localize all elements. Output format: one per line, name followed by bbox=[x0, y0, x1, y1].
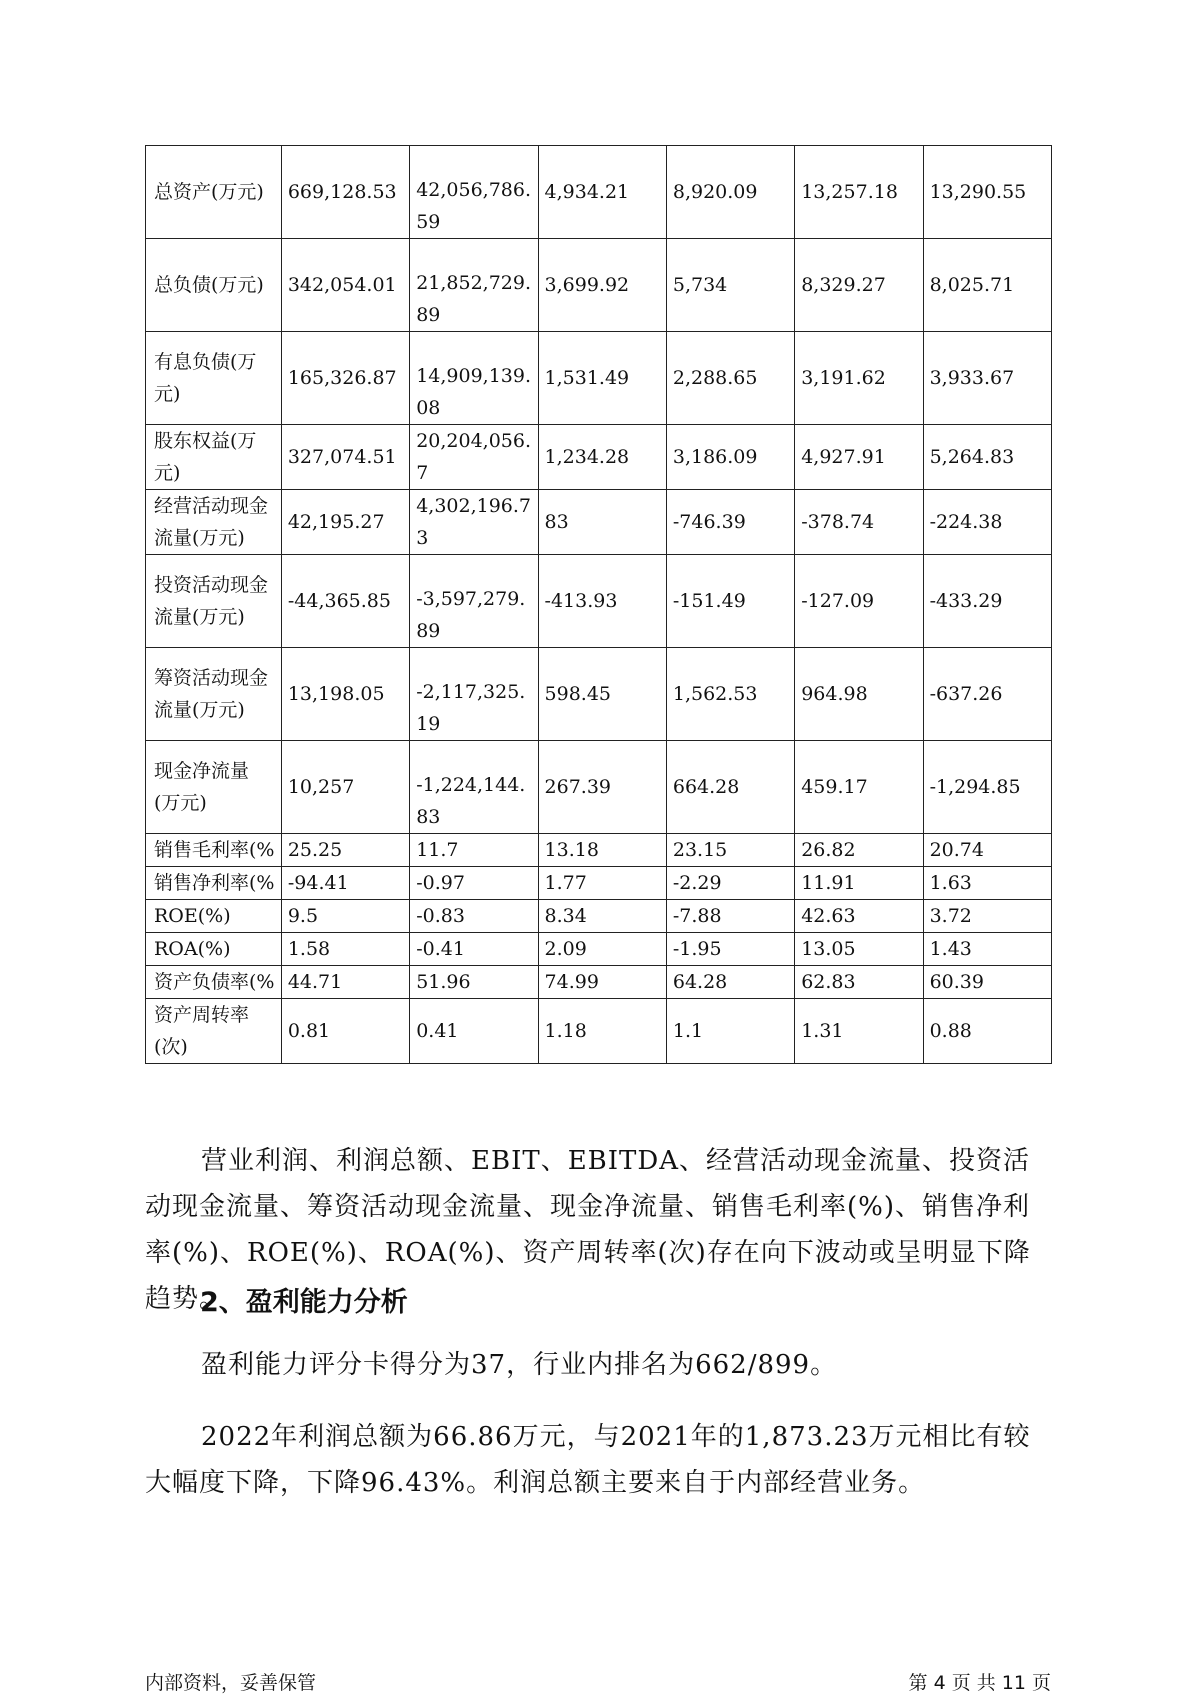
table-cell: 4,927.91 bbox=[795, 425, 923, 490]
table-row bbox=[146, 490, 1052, 555]
table-cell: 165,326.87 bbox=[281, 332, 409, 425]
table-cell: -94.41 bbox=[281, 867, 409, 900]
row-label: 总资产(万元) bbox=[146, 146, 282, 239]
table-cell: 598.45 bbox=[538, 648, 666, 741]
table-row bbox=[146, 741, 1052, 834]
table-cell: 64.28 bbox=[666, 966, 794, 999]
table-cell: 26.82 bbox=[795, 834, 923, 867]
row-label: 资产周转率(次) bbox=[146, 999, 282, 1064]
table-row bbox=[146, 555, 1052, 648]
table-cell: 1.58 bbox=[281, 933, 409, 966]
table-cell: 9.5 bbox=[281, 900, 409, 933]
table-cell: 8,920.09 bbox=[666, 146, 794, 239]
table-cell: 20,204,056.7 bbox=[410, 425, 538, 490]
table-row bbox=[146, 332, 1052, 425]
score-paragraph: 盈利能力评分卡得分为37，行业内排名为662/899。 bbox=[201, 1350, 838, 1380]
table-cell: 0.41 bbox=[410, 999, 538, 1064]
table-cell: 664.28 bbox=[666, 741, 794, 834]
table-cell: 8.34 bbox=[538, 900, 666, 933]
table-cell: 3.72 bbox=[923, 900, 1051, 933]
table-cell: 0.88 bbox=[923, 999, 1051, 1064]
table-cell: 3,933.67 bbox=[923, 332, 1051, 425]
table-cell: 1,234.28 bbox=[538, 425, 666, 490]
table-cell: 267.39 bbox=[538, 741, 666, 834]
table-cell: -378.74 bbox=[795, 490, 923, 555]
table-cell: -0.97 bbox=[410, 867, 538, 900]
row-label: 投资活动现金流量(万元) bbox=[146, 555, 282, 648]
table-cell: 1.63 bbox=[923, 867, 1051, 900]
table-cell: -127.09 bbox=[795, 555, 923, 648]
table-cell: -637.26 bbox=[923, 648, 1051, 741]
table-cell: 25.25 bbox=[281, 834, 409, 867]
table-row bbox=[146, 834, 1052, 867]
table-cell: 13.18 bbox=[538, 834, 666, 867]
table-cell: 964.98 bbox=[795, 648, 923, 741]
table-cell: -0.41 bbox=[410, 933, 538, 966]
table-cell: 74.99 bbox=[538, 966, 666, 999]
table-cell: 11.7 bbox=[410, 834, 538, 867]
table-row bbox=[146, 999, 1052, 1064]
row-label: 有息负债(万元) bbox=[146, 332, 282, 425]
table-cell: 2,288.65 bbox=[666, 332, 794, 425]
table-cell: 327,074.51 bbox=[281, 425, 409, 490]
table-cell: -1.95 bbox=[666, 933, 794, 966]
section-heading: 2、盈利能力分析 bbox=[200, 1287, 408, 1318]
table-cell: 21,852,729.89 bbox=[410, 239, 538, 332]
footer-confidential-note: 内部资料，妥善保管 bbox=[145, 1672, 317, 1694]
table-row bbox=[146, 867, 1052, 900]
table-cell: -0.83 bbox=[410, 900, 538, 933]
table-cell: 5,734 bbox=[666, 239, 794, 332]
table-cell: 5,264.83 bbox=[923, 425, 1051, 490]
table-cell: 42.63 bbox=[795, 900, 923, 933]
table-cell: 1.77 bbox=[538, 867, 666, 900]
row-label: 现金净流量(万元) bbox=[146, 741, 282, 834]
table-row bbox=[146, 900, 1052, 933]
row-label: 经营活动现金流量(万元) bbox=[146, 490, 282, 555]
table-cell: 13.05 bbox=[795, 933, 923, 966]
row-label: 销售净利率(% bbox=[146, 867, 282, 900]
table-cell: 60.39 bbox=[923, 966, 1051, 999]
table-cell: 13,257.18 bbox=[795, 146, 923, 239]
table-cell: 42,056,786.59 bbox=[410, 146, 538, 239]
table-row bbox=[146, 648, 1052, 741]
table-cell: 2.09 bbox=[538, 933, 666, 966]
table-cell: -433.29 bbox=[923, 555, 1051, 648]
table-cell: 83 bbox=[538, 490, 666, 555]
profit-paragraph: 2022年利润总额为66.86万元，与2021年的1,873.23万元相比有较大幅度下降，下降96.43%。利润总额主要来自于内部经营业务。 bbox=[145, 1422, 1031, 1498]
table-cell: -2.29 bbox=[666, 867, 794, 900]
row-label: 筹资活动现金流量(万元) bbox=[146, 648, 282, 741]
table-cell: 20.74 bbox=[923, 834, 1051, 867]
table-cell: 1,531.49 bbox=[538, 332, 666, 425]
table-cell: 1.18 bbox=[538, 999, 666, 1064]
financial-indicators-table bbox=[145, 145, 1052, 1064]
table-cell: -746.39 bbox=[666, 490, 794, 555]
table-cell: 11.91 bbox=[795, 867, 923, 900]
table-cell: -1,294.85 bbox=[923, 741, 1051, 834]
trend-summary-paragraph: 营业利润、利润总额、EBIT、EBITDA、经营活动现金流量、投资活动现金流量、筹资活动现金流量、现金净流量、销售毛利率(%)、销售净利率(%)、ROE(%)、ROA(%)、资产周转率(次)存在向下波动或呈明显下降趋势。 bbox=[145, 1146, 1031, 1314]
table-cell: 13,198.05 bbox=[281, 648, 409, 741]
table-row bbox=[146, 966, 1052, 999]
table-row bbox=[146, 146, 1052, 239]
table-cell: 23.15 bbox=[666, 834, 794, 867]
row-label: ROE(%) bbox=[146, 900, 282, 933]
table-cell: 44.71 bbox=[281, 966, 409, 999]
table-cell: -44,365.85 bbox=[281, 555, 409, 648]
row-label: ROA(%) bbox=[146, 933, 282, 966]
table-cell: -413.93 bbox=[538, 555, 666, 648]
table-cell: 1.1 bbox=[666, 999, 794, 1064]
table-row bbox=[146, 425, 1052, 490]
table-cell: -3,597,279.89 bbox=[410, 555, 538, 648]
table-cell: 3,699.92 bbox=[538, 239, 666, 332]
table-cell: -151.49 bbox=[666, 555, 794, 648]
table-cell: -2,117,325.19 bbox=[410, 648, 538, 741]
footer-page-number: 第 4 页 共 11 页 bbox=[908, 1672, 1051, 1694]
row-label: 股东权益(万元) bbox=[146, 425, 282, 490]
table-cell: 459.17 bbox=[795, 741, 923, 834]
table-cell: 1,562.53 bbox=[666, 648, 794, 741]
table-row bbox=[146, 239, 1052, 332]
table-cell: 3,191.62 bbox=[795, 332, 923, 425]
table-row bbox=[146, 933, 1052, 966]
table-cell: 0.81 bbox=[281, 999, 409, 1064]
table-cell: 1.31 bbox=[795, 999, 923, 1064]
table-cell: 4,302,196.73 bbox=[410, 490, 538, 555]
table-cell: -1,224,144.83 bbox=[410, 741, 538, 834]
table-cell: 8,025.71 bbox=[923, 239, 1051, 332]
table-cell: 669,128.53 bbox=[281, 146, 409, 239]
row-label: 销售毛利率(% bbox=[146, 834, 282, 867]
table-cell: -7.88 bbox=[666, 900, 794, 933]
table-cell: 62.83 bbox=[795, 966, 923, 999]
table-cell: 4,934.21 bbox=[538, 146, 666, 239]
table-cell: 3,186.09 bbox=[666, 425, 794, 490]
table-cell: 51.96 bbox=[410, 966, 538, 999]
table-cell: 1.43 bbox=[923, 933, 1051, 966]
table-cell: 10,257 bbox=[281, 741, 409, 834]
table-cell: -224.38 bbox=[923, 490, 1051, 555]
row-label: 总负债(万元) bbox=[146, 239, 282, 332]
table-cell: 8,329.27 bbox=[795, 239, 923, 332]
table-cell: 13,290.55 bbox=[923, 146, 1051, 239]
table-cell: 14,909,139.08 bbox=[410, 332, 538, 425]
table-cell: 342,054.01 bbox=[281, 239, 409, 332]
table-cell: 42,195.27 bbox=[281, 490, 409, 555]
row-label: 资产负债率(% bbox=[146, 966, 282, 999]
